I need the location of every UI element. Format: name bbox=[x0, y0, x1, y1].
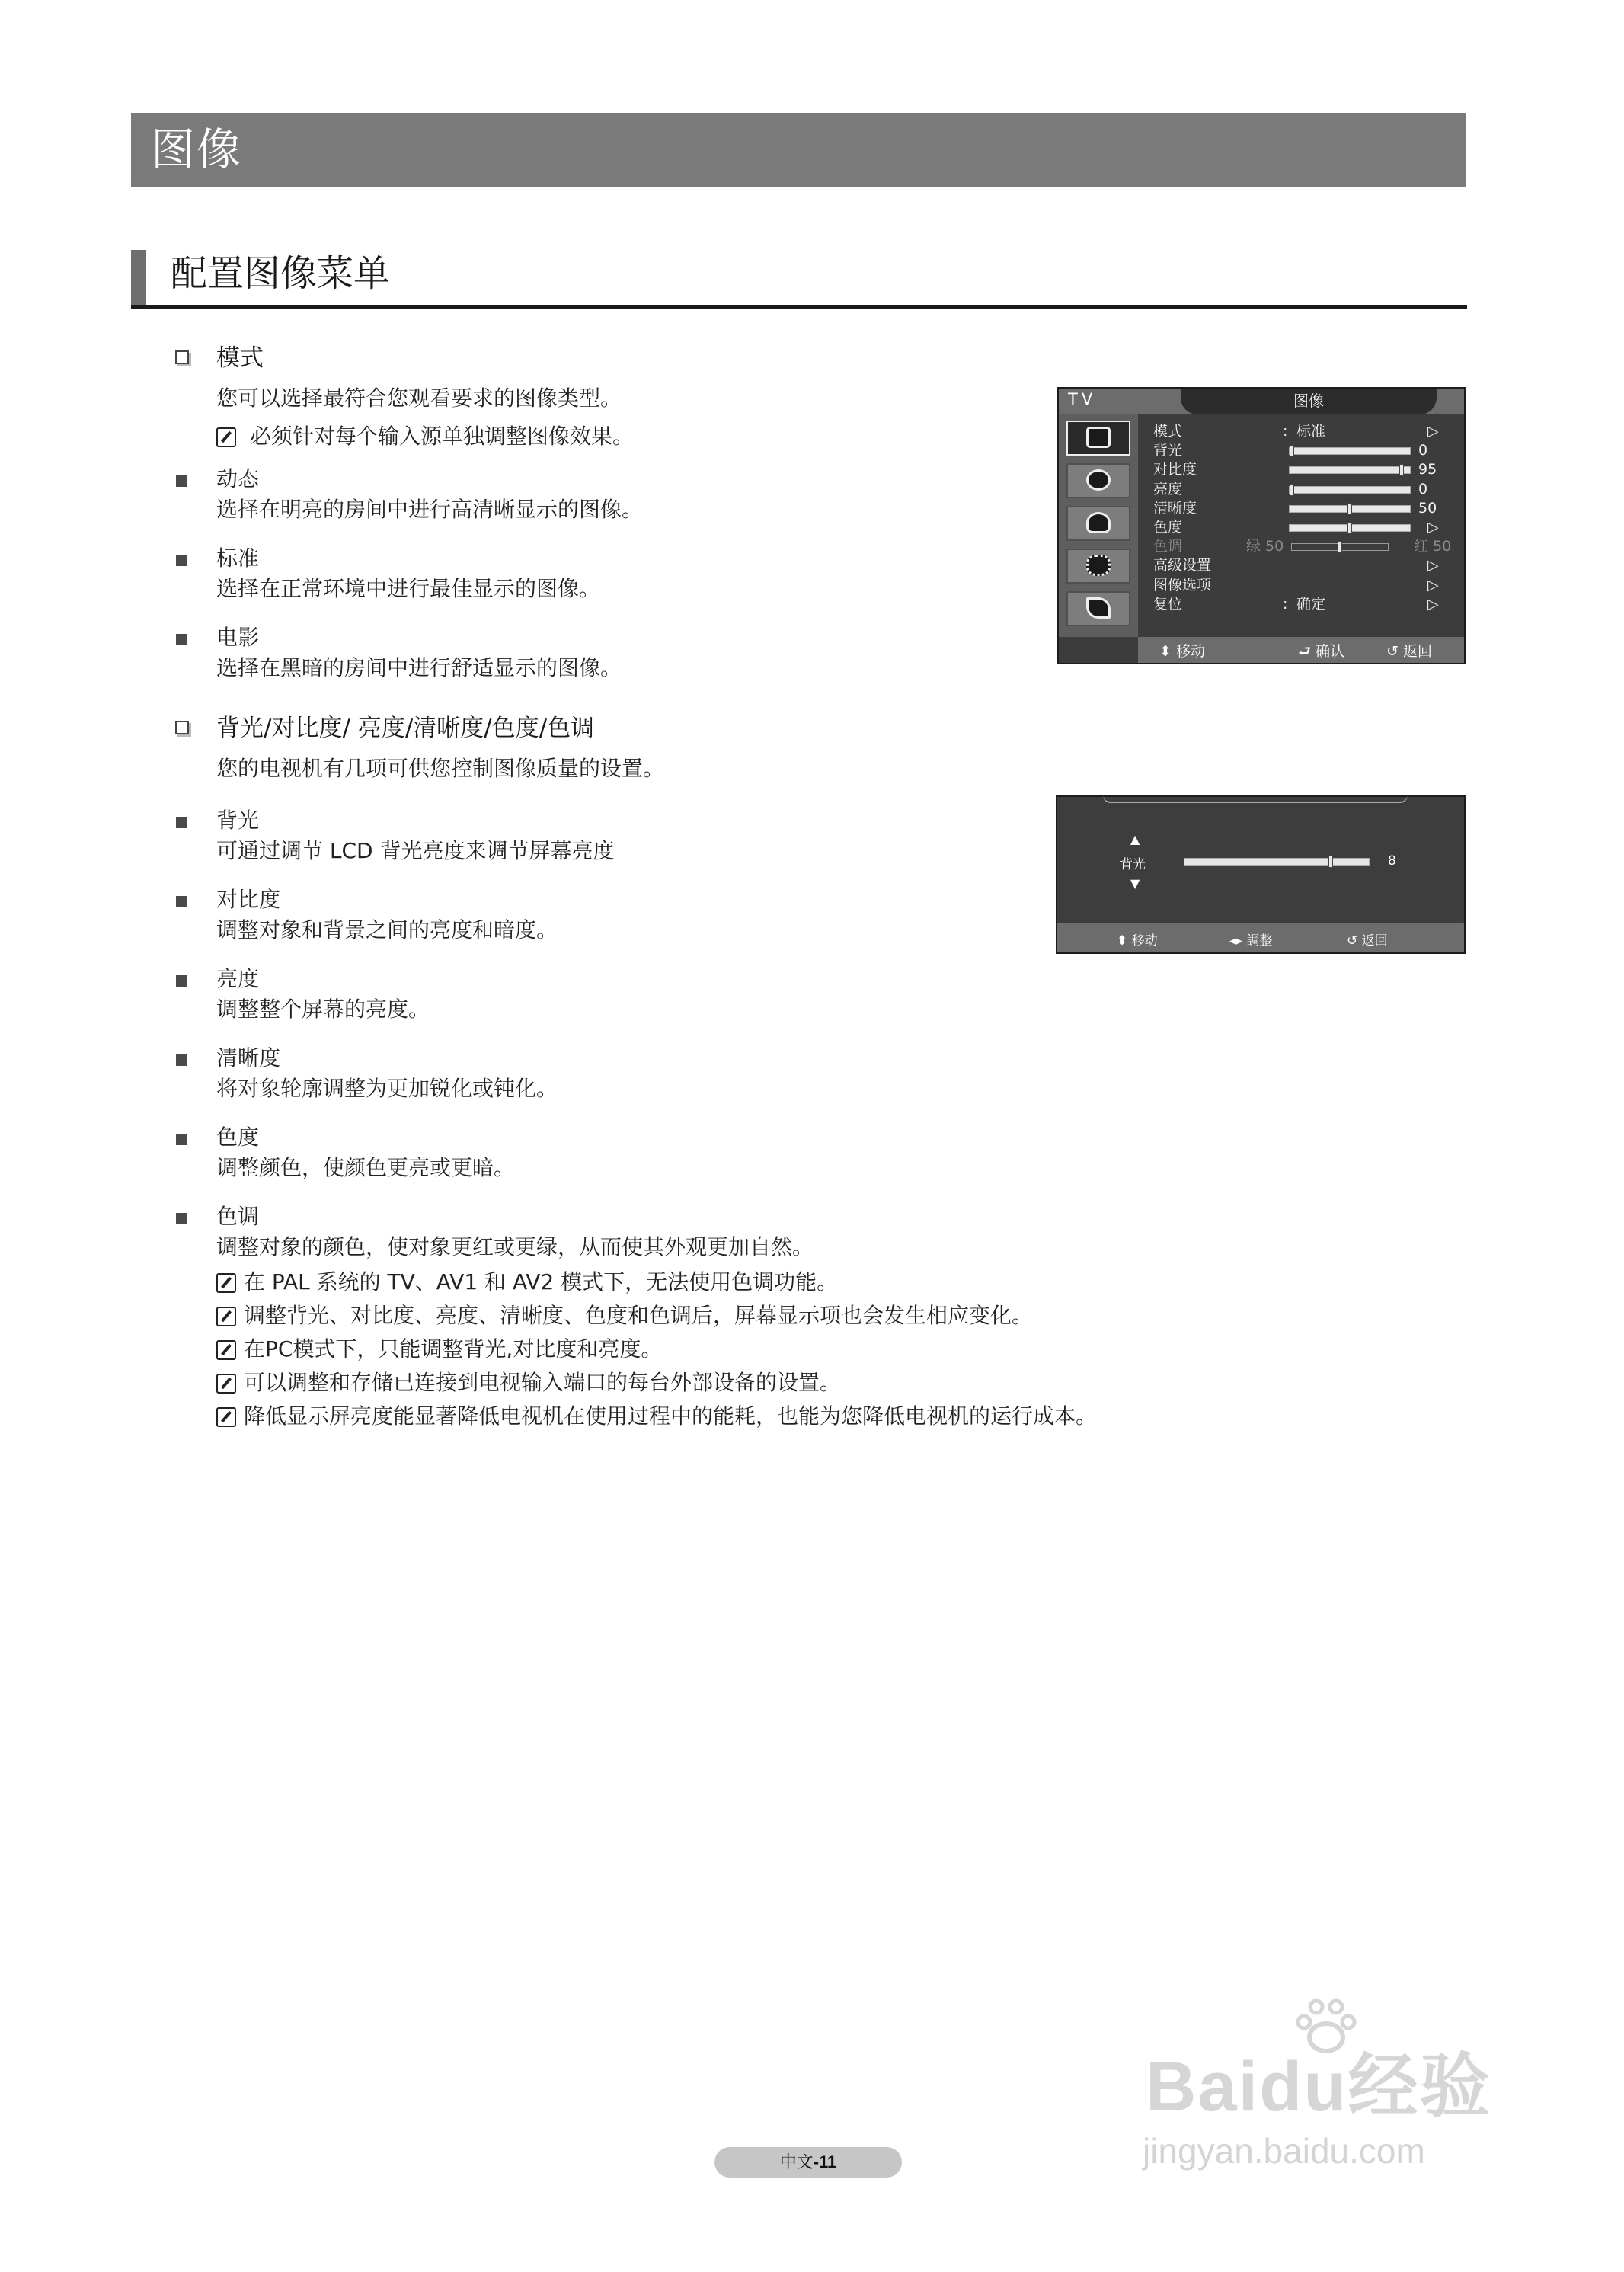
adjust-note bbox=[216, 1301, 1033, 1330]
tv-menu-tab: 图像 bbox=[1181, 389, 1437, 414]
tv-menu-row-label[interactable]: 图像选项 bbox=[1153, 576, 1212, 594]
square-bullet-icon bbox=[176, 555, 187, 566]
square-bullet-icon bbox=[176, 817, 187, 828]
watermark-logo: Baidu经验 bbox=[1146, 2048, 1491, 2126]
square-bullet-icon bbox=[176, 896, 187, 907]
mode-desc: 您可以选择最符合您观看要求的图像类型。 bbox=[216, 386, 622, 411]
return-icon: ↺ bbox=[1347, 933, 1358, 949]
tv-footer-return-label: 返回 bbox=[1361, 933, 1388, 949]
mode-note bbox=[216, 422, 634, 451]
down-arrow-icon: ▼ bbox=[1130, 876, 1140, 891]
page-lang: 中文 bbox=[779, 2153, 814, 2172]
mode-item-desc: 选择在明亮的房间中进行高清晰显示的图像。 bbox=[216, 497, 644, 522]
tv-menu-slider-knob[interactable] bbox=[1347, 522, 1352, 534]
tv-menu-row-left-value: 绿 50 bbox=[1246, 538, 1284, 555]
setup-icon bbox=[1066, 549, 1130, 584]
note-text: 降低显示屏亮度能显著降低电视机在使用过程中的能耗，也能为您降低电视机的运行成本。 bbox=[244, 1403, 1098, 1429]
picture-icon bbox=[1066, 421, 1130, 456]
tv-menu-row-label[interactable]: 背光 bbox=[1153, 442, 1183, 459]
adjust-item-desc: 调整颜色，使颜色更亮或更暗。 bbox=[216, 1155, 516, 1180]
adjust-item-name: 清晰度 bbox=[216, 1045, 281, 1070]
tv-menu-slider-knob[interactable] bbox=[1290, 484, 1294, 496]
input-icon bbox=[1066, 591, 1130, 626]
tv-menu-row-arrow[interactable]: ▷ bbox=[1427, 576, 1439, 594]
tv-footer-move-label: 移动 bbox=[1175, 643, 1205, 660]
note-icon bbox=[216, 1374, 236, 1394]
slider-label: 背光 bbox=[1120, 857, 1146, 872]
tv-menu-row-label[interactable]: 模式 bbox=[1153, 423, 1183, 440]
tv-screen-topline bbox=[1103, 795, 1408, 803]
tv-menu-row-value: 确定 bbox=[1296, 595, 1326, 613]
tv-source-label: TV bbox=[1068, 390, 1097, 408]
mode-heading: 模式 bbox=[216, 344, 264, 372]
adjust-item-name: 色度 bbox=[216, 1125, 260, 1150]
mode-item-name: 动态 bbox=[216, 466, 260, 491]
square-bullet-icon bbox=[176, 634, 187, 645]
note-icon bbox=[216, 1307, 236, 1326]
section-title: 配置图像菜单 bbox=[171, 252, 391, 295]
tv-footer-enter-label: 确认 bbox=[1316, 643, 1345, 660]
adjust-item-name: 背光 bbox=[216, 808, 260, 833]
section-marker bbox=[131, 250, 146, 308]
slider-value: 8 bbox=[1388, 853, 1396, 869]
mode-item-desc: 选择在黑暗的房间中进行舒适显示的图像。 bbox=[216, 655, 622, 680]
square-bullet-icon bbox=[176, 1213, 187, 1224]
tv-menu-row-label[interactable]: 色度 bbox=[1153, 519, 1183, 536]
checkbox-bullet-icon bbox=[175, 350, 189, 364]
tv-menu-row-label[interactable]: 色调 bbox=[1153, 538, 1183, 555]
note-icon bbox=[216, 427, 236, 447]
adjust-item-desc: 调整对象的颜色，使对象更红或更绿，从而使其外观更加自然。 bbox=[216, 1234, 814, 1259]
tv-menu-row-label[interactable]: 亮度 bbox=[1153, 480, 1183, 498]
tv-menu-slider-knob[interactable] bbox=[1399, 464, 1404, 476]
slider-track bbox=[1184, 858, 1370, 866]
page-number bbox=[714, 2147, 902, 2178]
mode-item-name: 电影 bbox=[216, 625, 260, 650]
tv-slider-footer bbox=[1057, 923, 1464, 952]
tv-menu-row-arrow[interactable]: ▷ bbox=[1427, 595, 1439, 613]
mode-item-desc: 选择在正常环境中进行最佳显示的图像。 bbox=[216, 576, 601, 601]
tv-footer-return-label: 返回 bbox=[1402, 643, 1432, 660]
tv-menu-row-arrow[interactable]: ▷ bbox=[1427, 423, 1439, 440]
tv-menu-row-colon: : bbox=[1283, 423, 1288, 440]
tv-footer-move-label: 移动 bbox=[1131, 933, 1158, 949]
sound-icon bbox=[1066, 463, 1130, 498]
note-text: 必须针对每个输入源单独调整图像效果。 bbox=[250, 424, 635, 449]
note-text: 在 PAL 系统的 TV、AV1 和 AV2 模式下，无法使用色调功能。 bbox=[244, 1269, 839, 1294]
note-icon bbox=[216, 1340, 236, 1360]
adjust-note bbox=[216, 1335, 662, 1364]
square-bullet-icon bbox=[176, 1134, 187, 1145]
tv-footer-return bbox=[1347, 930, 1388, 949]
square-bullet-icon bbox=[176, 475, 187, 487]
channel-icon bbox=[1066, 506, 1130, 541]
tv-menu-row-slider[interactable] bbox=[1289, 505, 1411, 513]
adjust-item-desc: 将对象轮廓调整为更加锐化或钝化。 bbox=[216, 1076, 558, 1101]
up-down-arrow-icon: ⬍ bbox=[1117, 933, 1128, 949]
tv-menu-row-value: 0 bbox=[1418, 480, 1428, 498]
tv-picture-menu bbox=[1057, 387, 1466, 664]
page-num: -11 bbox=[813, 2152, 837, 2171]
tv-footer-move bbox=[1159, 640, 1205, 661]
tv-footer-adjust bbox=[1229, 930, 1272, 949]
square-bullet-icon bbox=[176, 975, 187, 987]
tv-backlight-slider-screen bbox=[1056, 795, 1466, 954]
adjust-item-name: 色调 bbox=[216, 1204, 260, 1229]
adjust-desc: 您的电视机有几项可供您控制图像质量的设置。 bbox=[216, 756, 665, 781]
adjust-item-desc: 调整整个屏幕的亮度。 bbox=[216, 997, 430, 1022]
adjust-item-desc: 调整对象和背景之间的亮度和暗度。 bbox=[216, 917, 558, 942]
up-arrow-icon: ▲ bbox=[1130, 832, 1140, 846]
enter-icon: ⮐ bbox=[1298, 643, 1312, 660]
up-down-arrow-icon: ⬍ bbox=[1159, 643, 1172, 660]
left-right-arrow-icon: ◂▸ bbox=[1229, 933, 1243, 949]
tv-footer-move bbox=[1117, 930, 1158, 949]
chapter-title: 图像 bbox=[151, 123, 243, 175]
tv-menu-row-colon: : bbox=[1283, 595, 1288, 613]
tv-menu-sidebar bbox=[1059, 414, 1138, 637]
note-text: 可以调整和存储已连接到电视输入端口的每台外部设备的设置。 bbox=[244, 1370, 842, 1395]
adjust-heading: 背光/对比度/ 亮度/清晰度/色度/色调 bbox=[216, 715, 595, 742]
tv-menu-slider-knob[interactable] bbox=[1347, 503, 1352, 515]
note-text: 调整背光、对比度、亮度、清晰度、色度和色调后，屏幕显示项也会发生相应变化。 bbox=[244, 1303, 1034, 1328]
tv-menu-footer bbox=[1138, 637, 1464, 663]
tv-menu-row-label[interactable]: 清晰度 bbox=[1153, 499, 1197, 517]
tv-menu-row-slider[interactable] bbox=[1289, 486, 1411, 494]
tv-menu-row-arrow[interactable]: ▷ bbox=[1427, 557, 1439, 574]
tv-menu-row-label[interactable]: 复位 bbox=[1153, 595, 1183, 613]
mode-item-name: 标准 bbox=[216, 546, 260, 571]
tv-menu-row-slider[interactable] bbox=[1289, 447, 1411, 455]
adjust-item-name: 对比度 bbox=[216, 887, 281, 912]
tv-footer-adjust-label: 調整 bbox=[1246, 933, 1273, 949]
tv-menu-row-value: 50 bbox=[1418, 499, 1437, 517]
tv-menu-row-value: 0 bbox=[1418, 442, 1428, 459]
section-rule bbox=[131, 305, 1467, 309]
checkbox-bullet-icon bbox=[175, 721, 189, 734]
note-icon bbox=[216, 1407, 236, 1427]
note-text: 在PC模式下，只能调整背光,对比度和亮度。 bbox=[244, 1336, 663, 1362]
tv-menu-row-label[interactable]: 高级设置 bbox=[1153, 557, 1212, 574]
watermark-url: jingyan.baidu.com bbox=[1143, 2131, 1425, 2171]
adjust-note bbox=[216, 1368, 841, 1397]
slider-knob bbox=[1328, 856, 1333, 868]
square-bullet-icon bbox=[176, 1054, 187, 1066]
tv-menu-row-value: 95 bbox=[1418, 461, 1437, 478]
adjust-note bbox=[216, 1402, 1097, 1431]
return-icon: ↺ bbox=[1386, 643, 1399, 660]
tv-menu-row-slider[interactable] bbox=[1291, 543, 1389, 551]
tv-footer-return bbox=[1386, 640, 1432, 661]
tv-menu-row-value: 标准 bbox=[1296, 423, 1326, 440]
tv-menu-slider-knob[interactable] bbox=[1290, 445, 1294, 457]
note-icon bbox=[216, 1273, 236, 1293]
tv-footer-enter bbox=[1298, 640, 1344, 665]
adjust-item-name: 亮度 bbox=[216, 966, 260, 991]
tv-menu-row-slider[interactable] bbox=[1289, 466, 1411, 474]
tv-menu-row-arrow[interactable]: ▷ bbox=[1427, 519, 1439, 536]
tv-menu-row-slider[interactable] bbox=[1289, 524, 1411, 532]
adjust-item-desc: 可通过调节 LCD 背光亮度来调节屏幕亮度 bbox=[216, 838, 615, 863]
adjust-note bbox=[216, 1268, 838, 1297]
tv-menu-row-label[interactable]: 对比度 bbox=[1153, 461, 1197, 478]
tv-menu-row-right-value: 红 50 bbox=[1414, 538, 1452, 555]
tv-menu-slider-knob[interactable] bbox=[1338, 541, 1342, 553]
chapter-banner bbox=[131, 113, 1466, 187]
